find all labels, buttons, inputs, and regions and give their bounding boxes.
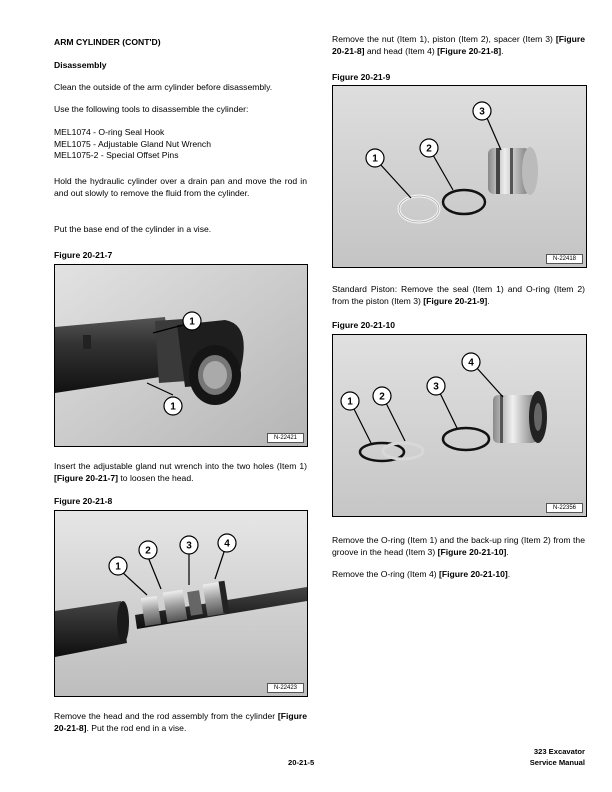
callout-number: 2 xyxy=(426,143,432,155)
figure-9-number: N-22418 xyxy=(546,254,583,264)
callout-number: 1 xyxy=(115,561,121,573)
tool-list xyxy=(54,127,307,162)
paragraph-clean: Clean the outside of the arm cylinder before disassembly. xyxy=(54,82,273,92)
footer-manual: Service Manual xyxy=(529,758,585,767)
callout-number: 1 xyxy=(347,396,353,408)
callout-number: 1 xyxy=(170,401,176,413)
figure-10 xyxy=(332,334,587,517)
callout-number: 4 xyxy=(468,357,474,369)
callout-number: 2 xyxy=(379,391,385,403)
paragraph-remove-nut: Remove the nut (Item 1), piston (Item 2), spacer (Item 3) [Figure 20-21-8] and head (Item 4) [Figure 20-21-8]. xyxy=(332,34,585,56)
tool-item: MEL1075-2 - Special Offset Pins xyxy=(54,150,179,161)
callout-number: 1 xyxy=(189,316,195,328)
tool-item: MEL1074 - O-ring Seal Hook xyxy=(54,127,165,137)
footer-manual-title xyxy=(530,746,585,768)
paragraph-hold-cylinder: Hold the hydraulic cylinder over a drain pan and move the rod in and out slowly to remove the fluid from the cylinder. xyxy=(54,176,307,198)
figure-9 xyxy=(332,85,587,268)
figure-9-label: Figure 20-21-9 xyxy=(332,72,391,82)
section-title: ARM CYLINDER (CONT'D) xyxy=(54,37,161,47)
tool-item: MEL1075 - Adjustable Gland Nut Wrench xyxy=(54,138,212,149)
callout-number: 4 xyxy=(224,538,230,550)
paragraph-vise: Put the base end of the cylinder in a vise. xyxy=(54,224,212,234)
callout-number: 3 xyxy=(433,381,439,393)
figure-7-label: Figure 20-21-7 xyxy=(54,250,113,260)
paragraph-insert-wrench: Insert the adjustable gland nut wrench into the two holes (Item 1) [Figure 20-21-7] to loosen the head. xyxy=(54,461,307,483)
figure-8-label: Figure 20-21-8 xyxy=(54,496,113,506)
figure-8-photo xyxy=(55,511,307,696)
callout-number: 3 xyxy=(186,540,192,552)
figure-10-photo xyxy=(333,335,586,516)
figure-7-photo xyxy=(55,265,307,446)
figure-9-photo xyxy=(333,86,586,267)
paragraph-remove-oring-backup: Remove the O-ring (Item 1) and the back-up ring (Item 2) from the groove in the head (Item 3) [Figure 20-21-10]. xyxy=(332,535,585,557)
figure-10-label: Figure 20-21-10 xyxy=(332,320,396,330)
page-number: 20-21-5 xyxy=(288,758,315,767)
callout-number: 3 xyxy=(479,106,485,118)
figure-7-number: N-22421 xyxy=(267,433,304,443)
paragraph-remove-oring-4: Remove the O-ring (Item 4) [Figure 20-21-10]. xyxy=(332,569,511,579)
callout-number: 2 xyxy=(145,545,151,557)
paragraph-standard-piston: Standard Piston: Remove the seal (Item 1) and O-ring (Item 2) from the piston (Item 3) [Figure 20-21-9]. xyxy=(332,284,585,306)
figure-8-number: N-22423 xyxy=(267,683,304,693)
footer-model: 323 Excavator xyxy=(533,747,585,756)
figure-7 xyxy=(54,264,308,447)
subsection-title: Disassembly xyxy=(54,60,107,70)
figure-10-number: N-22356 xyxy=(546,503,583,513)
paragraph-tools-intro: Use the following tools to disassemble the cylinder: xyxy=(54,104,249,114)
paragraph-remove-head: Remove the head and the rod assembly from the cylinder [Figure 20-21-8]. Put the rod end in a vise. xyxy=(54,711,307,733)
callout-number: 1 xyxy=(372,153,378,165)
figure-8 xyxy=(54,510,308,697)
